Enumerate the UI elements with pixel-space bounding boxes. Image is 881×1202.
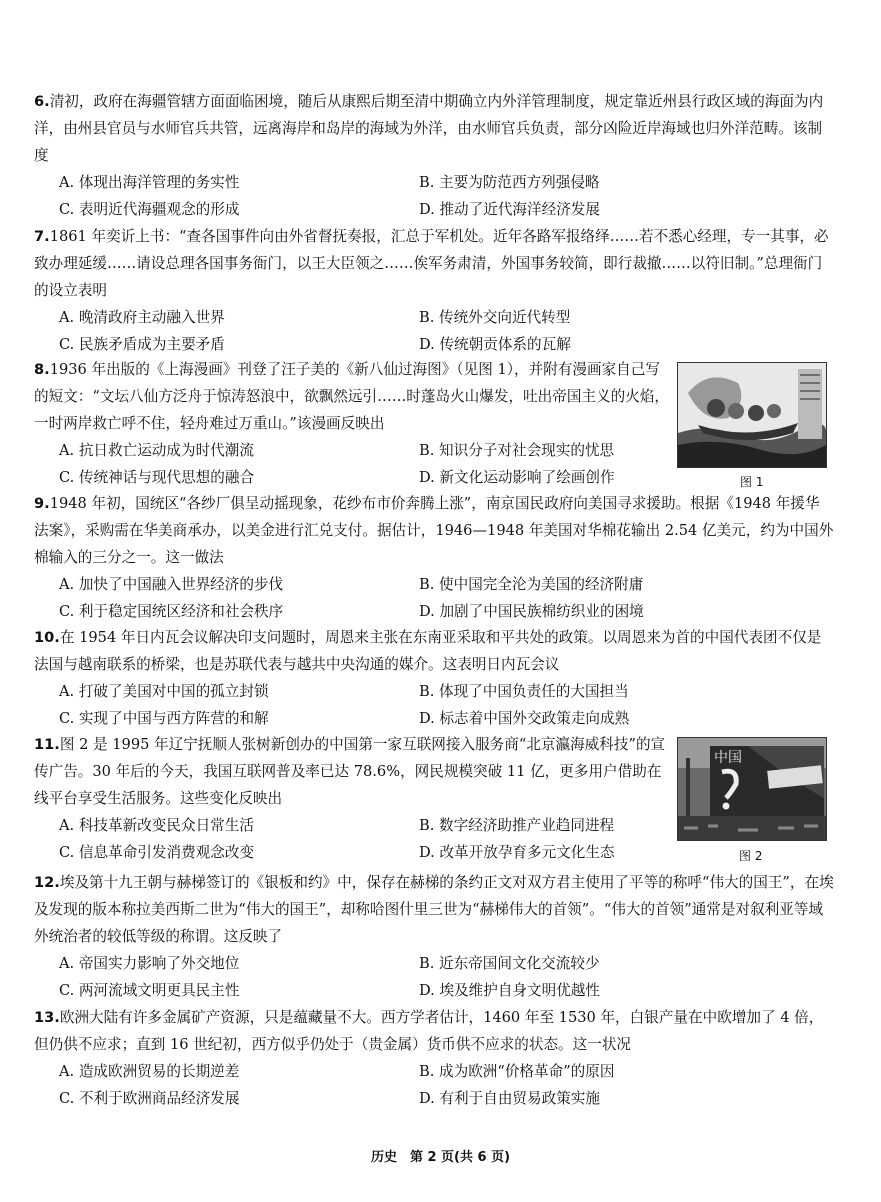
question-stem: 清初，政府在海疆管辖方面面临困境，随后从康熙后期至清中期确立内外洋管理制度，规定靠近州县行政区域的海面为内洋，由州县官员与水师官兵共管，远离海岸和岛岸的海域为外洋，由水师官兵负责，部分凶险近岸海域也归外洋范畴。该制度 xyxy=(34,93,824,164)
figure-2-caption: 图 2 xyxy=(739,849,763,863)
option-d: D. 推动了近代海洋经济发展 xyxy=(419,201,600,218)
question-7 xyxy=(34,223,834,358)
options xyxy=(59,169,834,223)
option-c: C. 利于稳定国统区经济和社会秩序 xyxy=(59,603,284,620)
question-number: 10. xyxy=(34,629,60,646)
question-number: 13. xyxy=(34,1009,60,1026)
option-c: C. 表明近代海疆观念的形成 xyxy=(59,201,240,218)
question-stem: 在 1954 年日内瓦会议解决印支问题时，周恩来主张在东南亚采取和平共处的政策。以周恩来为首的中国代表团不仅是法国与越南联系的桥梁，也是苏联代表与越共中央沟通的媒介。这表明日内瓦会议 xyxy=(34,629,822,673)
question-13 xyxy=(34,1004,834,1112)
figure-2-photo xyxy=(677,737,827,841)
billboard-sign-text: 中国 xyxy=(714,750,742,766)
question-stem: 1936 年出版的《上海漫画》刊登了汪子美的《新八仙过海图》（见图 1），并附有漫画家自己写的短文：“文坛八仙方泛舟于惊涛怒浪中，欲飘然远引……时蓬岛火山爆发，吐出帝国主义的火焰，一时两岸救亡呼不住，轻舟难过万重山。”该漫画反映出 xyxy=(34,361,669,432)
option-b: B. 成为欧洲“价格革命”的原因 xyxy=(419,1063,615,1080)
question-11 xyxy=(34,731,674,866)
question-10 xyxy=(34,624,834,732)
option-d: D. 标志着中国外交政策走向成熟 xyxy=(419,710,630,727)
option-a: A. 加快了中国融入世界经济的步伐 xyxy=(59,576,284,593)
option-d: D. 改革开放孕育多元文化生态 xyxy=(419,844,615,861)
question-number: 6. xyxy=(34,93,50,110)
question-stem: 1861 年奕䜣上书：“查各国事件向由外省督抚奏报，汇总于军机处。近年各路军报络绎……若不悉心经理，专一其事，必致办理延缓……请设总理各国事务衙门，以王大臣领之……俟军务肃清，外国事务较简，即行裁撤……以符旧制。”总理衙门的设立表明 xyxy=(34,228,829,299)
question-stem: 埃及第十九王朝与赫梯签订的《银板和约》中，保存在赫梯的条约正文对双方君主使用了平等的称呼“伟大的国王”，在埃及发现的版本称拉美西斯二世为“伟大的国王”，却称哈图什里三世为“赫梯伟大的首领”。“伟大的首领”通常是对叙利亚等域外统治者的较低等级的称谓。这反映了 xyxy=(34,874,834,945)
figure-1-caption: 图 1 xyxy=(740,475,764,489)
option-b: B. 知识分子对社会现实的忧思 xyxy=(419,442,615,459)
billboard-photo xyxy=(678,738,826,840)
option-b: B. 数字经济助推产业趋同进程 xyxy=(419,817,615,834)
option-b: B. 体现了中国负责任的大国担当 xyxy=(419,683,629,700)
question-6 xyxy=(34,88,834,223)
question-number: 7. xyxy=(34,228,50,245)
question-stem: 欧洲大陆有许多金属矿产资源，只是蕴藏量不大。西方学者估计，1460 年至 1530 年，白银产量在中欧增加了 4 倍，但仍供不应求；直到 16 世纪初，西方似乎仍处于（贵金属）货币供不应求的状态。这一状况 xyxy=(34,1009,824,1053)
options xyxy=(59,1058,834,1112)
options xyxy=(59,950,834,1004)
question-number: 8. xyxy=(34,361,50,378)
question-stem: 图 2 是 1995 年辽宁抚顺人张树新创办的中国第一家互联网接入服务商“北京瀛海威科技”的宣传广告。30 年后的今天，我国互联网普及率已达 78.6%，网民规模突破 11 亿，更多用户借助在线平台享受生活服务。这些变化反映出 xyxy=(34,736,666,807)
option-c: C. 实现了中国与西方阵营的和解 xyxy=(59,710,269,727)
option-c: C. 民族矛盾成为主要矛盾 xyxy=(59,336,225,353)
options xyxy=(59,571,834,625)
option-c: C. 传统神话与现代思想的融合 xyxy=(59,469,255,486)
question-stem: 1948 年初，国统区“各纱厂俱呈动摇现象，花纱布市价奔腾上涨”，南京国民政府向美国寻求援助。根据《1948 年援华法案》，采购需在华美商承办，以美金进行汇兑支付。据估计，1946—1948 年美国对华棉花输出 2.54 亿美元，约为中国外棉输入的三分之一。这一做法 xyxy=(34,495,834,566)
option-b: B. 主要为防范西方列强侵略 xyxy=(419,174,600,191)
option-b: B. 使中国完全沦为美国的经济附庸 xyxy=(419,576,644,593)
option-d: D. 传统朝贡体系的瓦解 xyxy=(419,336,571,353)
question-12 xyxy=(34,869,834,1004)
option-d: D. 埃及维护自身文明优越性 xyxy=(419,982,600,999)
cartoon-illustration xyxy=(678,363,826,467)
option-a: A. 抗日救亡运动成为时代潮流 xyxy=(59,442,254,459)
option-b: B. 传统外交向近代转型 xyxy=(419,309,571,326)
option-d: D. 加剧了中国民族棉纺织业的困境 xyxy=(419,603,644,620)
option-a: A. 体现出海洋管理的务实性 xyxy=(59,174,240,191)
option-c: C. 两河流域文明更具民主性 xyxy=(59,982,240,999)
figure-1-cartoon xyxy=(677,362,827,468)
question-number: 12. xyxy=(34,874,60,891)
option-d: D. 新文化运动影响了绘画创作 xyxy=(419,469,615,486)
option-b: B. 近东帝国间文化交流较少 xyxy=(419,955,600,972)
option-d: D. 有利于自由贸易政策实施 xyxy=(419,1090,600,1107)
option-a: A. 晚清政府主动融入世界 xyxy=(59,309,225,326)
options xyxy=(59,678,834,732)
question-number: 11. xyxy=(34,736,60,753)
option-a: A. 帝国实力影响了外交地位 xyxy=(59,955,240,972)
option-a: A. 打破了美国对中国的孤立封锁 xyxy=(59,683,269,700)
question-8 xyxy=(34,356,674,491)
option-c: C. 不利于欧洲商品经济发展 xyxy=(59,1090,240,1107)
option-a: A. 科技革新改变民众日常生活 xyxy=(59,817,254,834)
option-c: C. 信息革命引发消费观念改变 xyxy=(59,844,255,861)
options xyxy=(59,437,674,491)
question-9 xyxy=(34,490,834,625)
option-a: A. 造成欧洲贸易的长期逆差 xyxy=(59,1063,240,1080)
question-number: 9. xyxy=(34,495,50,512)
page-footer: 历史 第 2 页(共 6 页) xyxy=(370,1150,511,1165)
options xyxy=(59,812,674,866)
options xyxy=(59,304,834,358)
